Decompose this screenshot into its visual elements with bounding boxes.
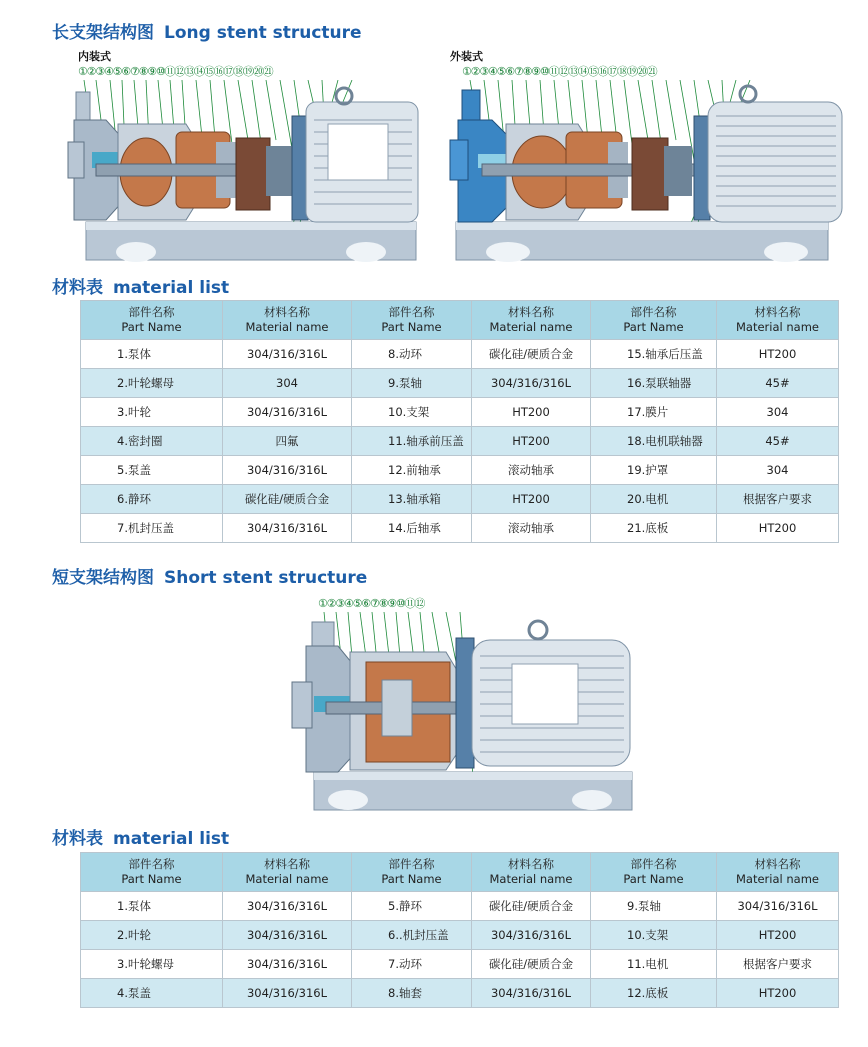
inner-callout-numbers: ①②③④⑤⑥⑦⑧⑨⑩⑪⑫⑬⑭⑮⑯⑰⑱⑲⑳㉑ [78, 65, 273, 78]
table-row [81, 950, 839, 979]
material-name-cell: 304/316/316L [223, 456, 352, 485]
material-name-cell: 碳化硅/硬质合金 [472, 892, 591, 921]
outer-callout-numbers: ①②③④⑤⑥⑦⑧⑨⑩⑪⑫⑬⑭⑮⑯⑰⑱⑲⑳㉑ [462, 65, 657, 78]
header-en: Material name [489, 320, 573, 334]
material-name-cell: 四氟 [223, 427, 352, 456]
part-name-cell: 11.轴承前压盖 [352, 427, 472, 456]
material-name-cell: 304/316/316L [472, 369, 591, 398]
part-name-cell: 5.泵盖 [81, 456, 223, 485]
table-row [81, 921, 839, 950]
part-name-cell: 10.支架 [591, 921, 717, 950]
material-name-cell: 304 [223, 369, 352, 398]
long-stent-title-cn: 长支架结构图 [52, 23, 154, 43]
part-name-cell: 2.叶轮 [81, 921, 223, 950]
table-header-cell [352, 301, 472, 340]
material-name-cell: 滚动轴承 [472, 514, 591, 543]
table-row [81, 514, 839, 543]
table-header-cell [81, 301, 223, 340]
part-name-cell: 7.动环 [352, 950, 472, 979]
part-name-cell: 6..机封压盖 [352, 921, 472, 950]
short-stent-pump-diagram [290, 612, 642, 812]
part-name-cell: 1.泵体 [81, 340, 223, 369]
part-name-cell: 3.叶轮 [81, 398, 223, 427]
part-name-cell: 12.前轴承 [352, 456, 472, 485]
table-row [81, 427, 839, 456]
part-name-cell: 10.支架 [352, 398, 472, 427]
part-name-cell: 9.泵轴 [352, 369, 472, 398]
part-name-cell: 17.膜片 [591, 398, 717, 427]
material-name-cell: 304/316/316L [223, 398, 352, 427]
short-table-body [81, 892, 839, 1008]
header-en: Part Name [623, 320, 684, 334]
table-header-cell [717, 301, 839, 340]
material-name-cell: 碳化硅/硬质合金 [472, 340, 591, 369]
part-name-cell: 7.机封压盖 [81, 514, 223, 543]
material-name-cell: HT200 [717, 921, 839, 950]
table-header-cell [472, 853, 591, 892]
part-name-cell: 3.叶轮螺母 [81, 950, 223, 979]
long-table-header-row [81, 301, 839, 340]
header-en: Material name [736, 872, 819, 886]
short-table-header-row [81, 853, 839, 892]
part-name-cell: 6.静环 [81, 485, 223, 514]
header-en: Material name [736, 320, 819, 334]
header-cn: 部件名称 [388, 857, 435, 871]
header-en: Part Name [623, 872, 684, 886]
outer-type-label: 外装式 [450, 50, 483, 63]
inner-type-pump-diagram [66, 80, 422, 262]
header-cn: 材料名称 [754, 305, 801, 319]
header-cn: 部件名称 [388, 305, 435, 319]
material-name-cell: 碳化硅/硬质合金 [472, 950, 591, 979]
material-name-cell: 304 [717, 456, 839, 485]
table-row [81, 369, 839, 398]
header-cn: 部件名称 [630, 305, 677, 319]
header-en: Part Name [381, 320, 442, 334]
part-name-cell: 12.底板 [591, 979, 717, 1008]
table-row [81, 340, 839, 369]
table-header-cell [352, 853, 472, 892]
part-name-cell: 8.轴套 [352, 979, 472, 1008]
table-row [81, 892, 839, 921]
material-name-cell: HT200 [472, 427, 591, 456]
part-name-cell: 20.电机 [591, 485, 717, 514]
header-cn: 部件名称 [128, 857, 175, 871]
header-en: Part Name [121, 872, 182, 886]
part-name-cell: 18.电机联轴器 [591, 427, 717, 456]
material-name-cell: 304/316/316L [717, 892, 839, 921]
material-name-cell: HT200 [472, 398, 591, 427]
outer-type-pump-diagram [448, 80, 846, 262]
part-name-cell: 1.泵体 [81, 892, 223, 921]
material-name-cell: HT200 [472, 485, 591, 514]
material-name-cell: HT200 [717, 979, 839, 1008]
part-name-cell: 8.动环 [352, 340, 472, 369]
part-name-cell: 9.泵轴 [591, 892, 717, 921]
long-material-title [52, 273, 229, 298]
table-header-cell [81, 853, 223, 892]
table-header-cell [591, 853, 717, 892]
header-cn: 部件名称 [128, 305, 175, 319]
part-name-cell: 16.泵联轴器 [591, 369, 717, 398]
material-name-cell: 304/316/316L [223, 979, 352, 1008]
table-header-cell [223, 853, 352, 892]
long-material-title-cn: 材料表 [52, 278, 103, 298]
short-material-table [80, 852, 839, 1008]
short-material-title [52, 824, 229, 849]
material-name-cell: 45# [717, 427, 839, 456]
material-name-cell: HT200 [717, 340, 839, 369]
inner-type-label: 内装式 [78, 50, 111, 63]
table-header-cell [591, 301, 717, 340]
material-name-cell: 304 [717, 398, 839, 427]
long-material-table [80, 300, 839, 543]
material-name-cell: 304/316/316L [223, 892, 352, 921]
part-name-cell: 21.底板 [591, 514, 717, 543]
material-name-cell: 45# [717, 369, 839, 398]
header-cn: 材料名称 [264, 305, 310, 319]
short-stent-title-en: Short stent structure [164, 568, 368, 588]
header-en: Material name [245, 320, 329, 334]
material-name-cell: 304/316/316L [223, 921, 352, 950]
header-cn: 材料名称 [508, 305, 554, 319]
material-name-cell: 根据客户要求 [717, 485, 839, 514]
header-cn: 部件名称 [630, 857, 677, 871]
long-stent-title-en: Long stent structure [164, 23, 362, 43]
header-en: Part Name [381, 872, 442, 886]
material-name-cell: 304/316/316L [223, 340, 352, 369]
part-name-cell: 13.轴承箱 [352, 485, 472, 514]
table-row [81, 979, 839, 1008]
material-name-cell: 304/316/316L [223, 514, 352, 543]
part-name-cell: 2.叶轮螺母 [81, 369, 223, 398]
short-material-title-en: material list [113, 829, 230, 849]
header-en: Material name [245, 872, 329, 886]
part-name-cell: 19.护罩 [591, 456, 717, 485]
material-name-cell: 304/316/316L [472, 979, 591, 1008]
part-name-cell: 4.密封圈 [81, 427, 223, 456]
table-row [81, 485, 839, 514]
header-en: Material name [489, 872, 573, 886]
part-name-cell: 14.后轴承 [352, 514, 472, 543]
long-table-body [81, 340, 839, 543]
part-name-cell: 15.轴承后压盖 [591, 340, 717, 369]
table-row [81, 456, 839, 485]
material-name-cell: 304/316/316L [223, 950, 352, 979]
material-name-cell: 碳化硅/硬质合金 [223, 485, 352, 514]
material-name-cell: 根据客户要求 [717, 950, 839, 979]
part-name-cell: 4.泵盖 [81, 979, 223, 1008]
header-cn: 材料名称 [508, 857, 554, 871]
long-stent-title [52, 18, 362, 43]
table-row [81, 398, 839, 427]
short-stent-title-cn: 短支架结构图 [52, 568, 154, 588]
header-en: Part Name [121, 320, 182, 334]
short-stent-title [52, 563, 367, 588]
short-callout-numbers: ①②③④⑤⑥⑦⑧⑨⑩⑪⑫ [318, 597, 425, 610]
part-name-cell: 5.静环 [352, 892, 472, 921]
header-cn: 材料名称 [264, 857, 310, 871]
material-name-cell: 304/316/316L [472, 921, 591, 950]
material-name-cell: 滚动轴承 [472, 456, 591, 485]
table-header-cell [223, 301, 352, 340]
material-name-cell: HT200 [717, 514, 839, 543]
header-cn: 材料名称 [754, 857, 801, 871]
short-material-title-cn: 材料表 [52, 829, 103, 849]
long-material-title-en: material list [113, 278, 230, 298]
table-header-cell [472, 301, 591, 340]
table-header-cell [717, 853, 839, 892]
part-name-cell: 11.电机 [591, 950, 717, 979]
